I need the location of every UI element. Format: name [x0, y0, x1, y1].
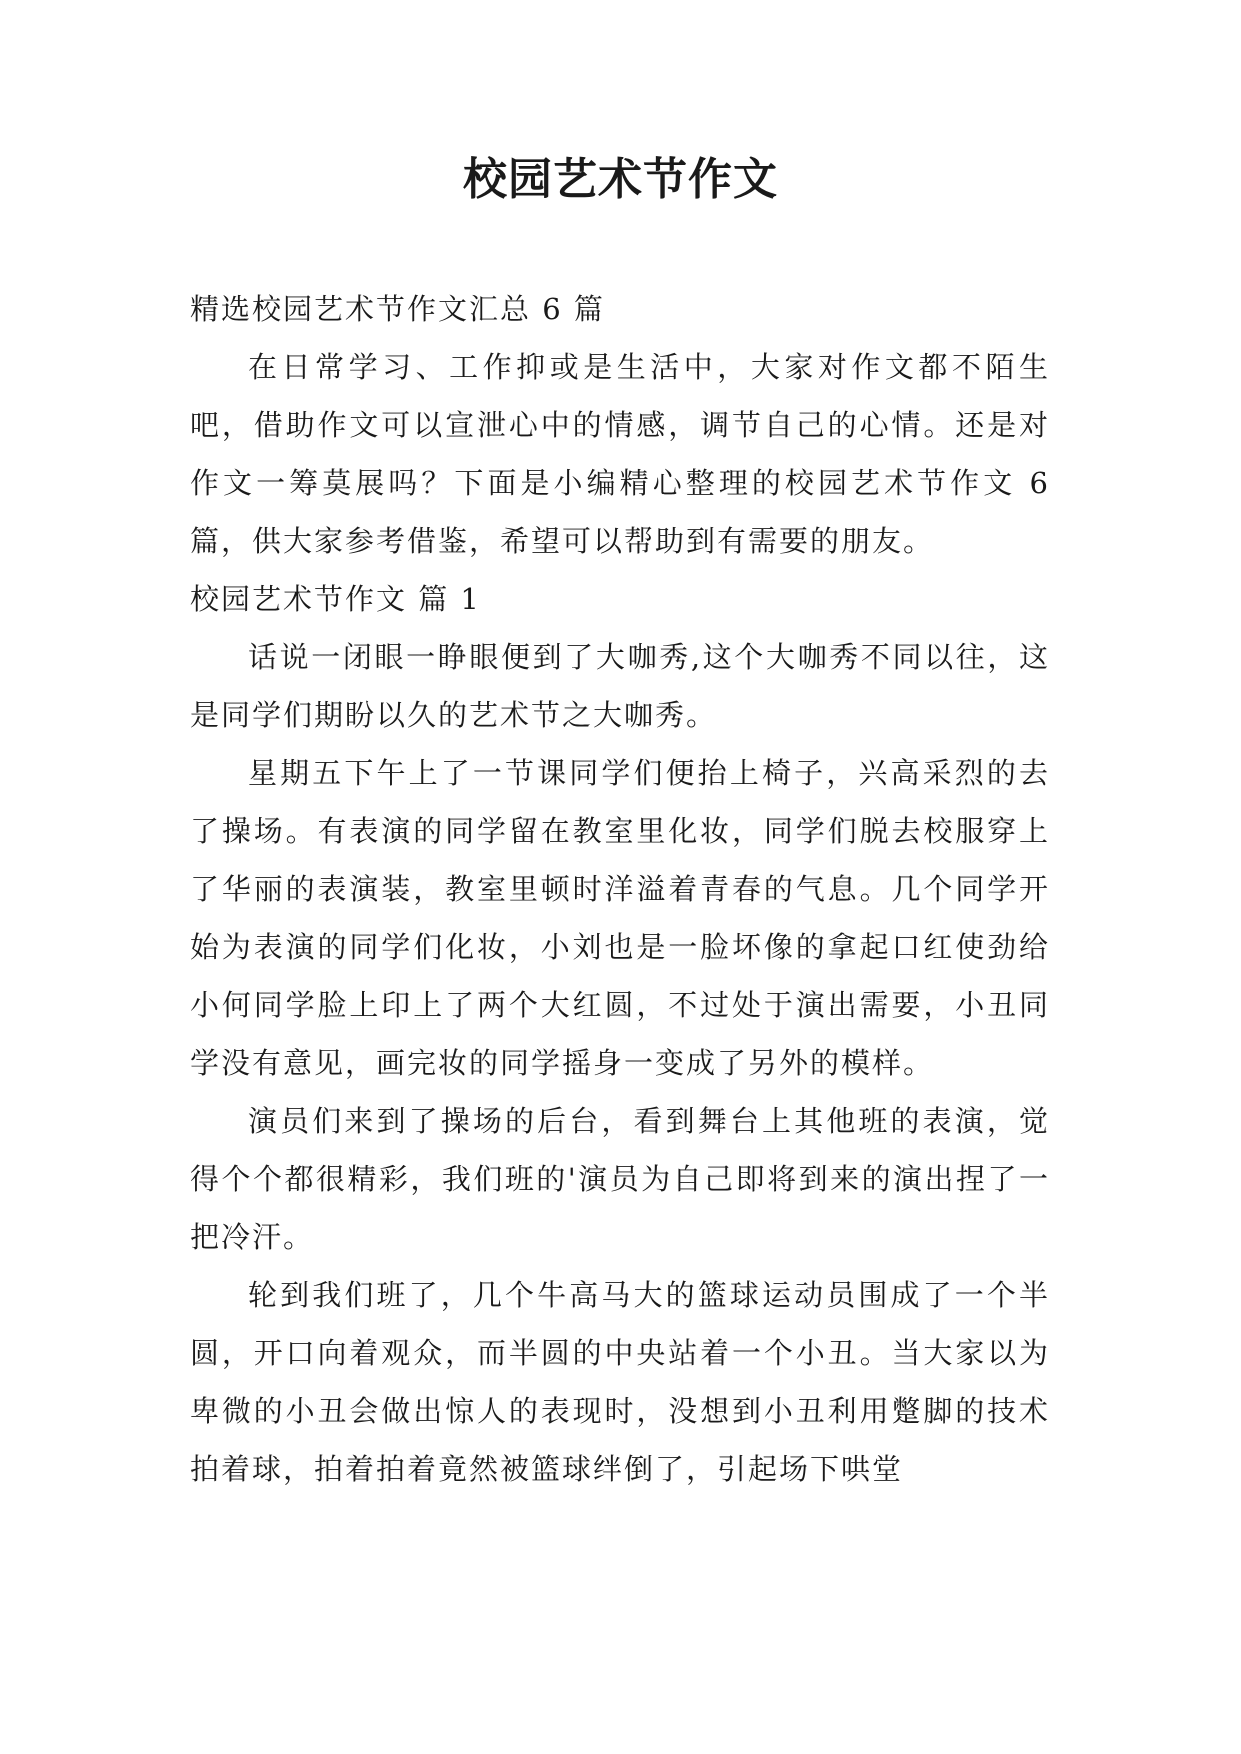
body-paragraph-1: 话说一闭眼一睁眼便到了大咖秀,这个大咖秀不同以往，这是同学们期盼以久的艺术节之大咖秀。	[190, 640, 1050, 732]
section-heading: 校园艺术节作文 篇 1	[190, 582, 481, 616]
body-paragraph-3: 演员们来到了操场的后台，看到舞台上其他班的表演，觉得个个都很精彩，我们班的'演员为自己即将到来的演出捏了一把冷汗。	[190, 1104, 1050, 1254]
document-subtitle: 精选校园艺术节作文汇总 6 篇	[190, 292, 605, 326]
body-paragraph-2: 星期五下午上了一节课同学们便抬上椅子，兴高采烈的去了操场。有表演的同学留在教室里化妆，同学们脱去校服穿上了华丽的表演装，教室里顿时洋溢着青春的气息。几个同学开始为表演的同学们化妆，小刘也是一脸坏像的拿起口红使劲给小何同学脸上印上了两个大红圆，不过处于演出需要，小丑同学没有意见，画完妆的同学摇身一变成了另外的模样。	[190, 756, 1050, 1080]
intro-paragraph: 在日常学习、工作抑或是生活中，大家对作文都不陌生吧，借助作文可以宣泄心中的情感，调节自己的心情。还是对作文一筹莫展吗？下面是小编精心整理的校园艺术节作文 6 篇，供大家参考借鉴，希望可以帮助到有需要的朋友。	[190, 350, 1050, 558]
document-body	[190, 280, 1050, 1498]
document-title: 校园艺术节作文	[463, 154, 778, 205]
body-paragraph-4: 轮到我们班了，几个牛高马大的篮球运动员围成了一个半圆，开口向着观众，而半圆的中央站着一个小丑。当大家以为卑微的小丑会做出惊人的表现时，没想到小丑利用蹩脚的技术拍着球，拍着拍着竟然被篮球绊倒了，引起场下哄堂	[190, 1278, 1050, 1486]
